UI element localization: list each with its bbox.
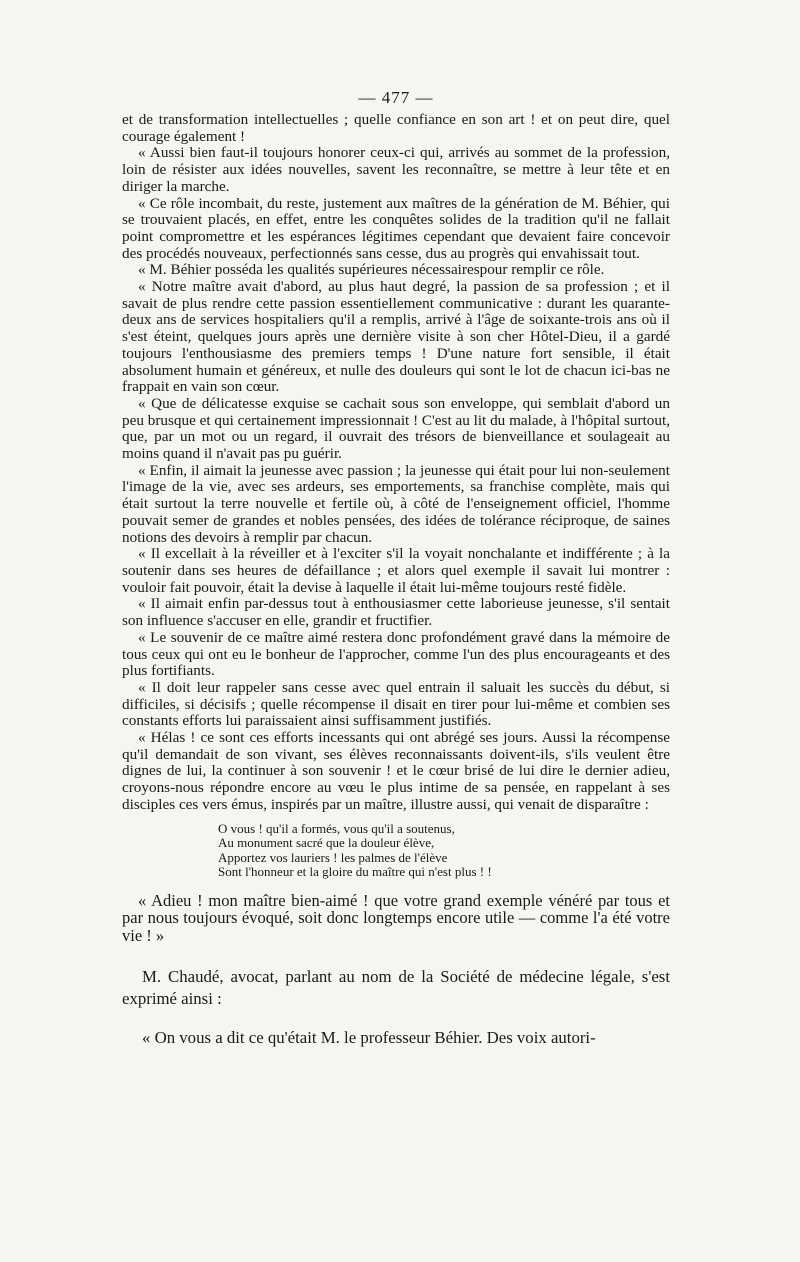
paragraph: « Enfin, il aimait la jeunesse avec passion ; la jeunesse qui était pour lui non-seulement l'image de la vie, avec ses ardeurs, ses emportements, sa franchise complète, mais qui était surtout la terre nouvelle et fertile où, à côté de l'enseignement officiel, l'homme pouvait semer de grandes et nobles pensées, des idées de tolérance réciproque, de saines notions des devoirs à remplir par chacun. [122,461,670,546]
paragraph: « Il excellait à la réveiller et à l'exciter s'il la voyait nonchalante et indifférente ; à la soutenir dans ses heures de défaillance ; et alors quel exemple il savait lui montrer : vouloir fait pouvoir, était la devise à laquelle il était lui-même toujours resté fidèle. [122,545,670,596]
paragraph: « M. Béhier posséda les qualités supérieures nécessairespour remplir ce rôle. [138,261,605,279]
paragraph: et de transformation intellectuelles ; quelle confiance en son art ! et on peut dire, quel courage également ! [122,111,670,145]
closing-paragraph: « Adieu ! mon maître bien-aimé ! que votre grand exemple vénéré par tous et par nous toujours évoqué, soit donc longtemps encore utile — comme l'a été votre vie ! » [122,890,670,945]
poem-line: Apportez vos lauriers ! les palmes de l'élève [218,849,448,865]
main-text [122,112,670,814]
paragraph: « Que de délicatesse exquise se cachait sous son enveloppe, qui semblait d'abord un peu brusque et qui certainement impressionnait ! C'est au lit du malade, à l'hôpital surtout, que, par un mot ou un regard, il ouvrait des trésors de bienveillance et soulageait au moins quand il n'avait pas pu guérir. [122,394,670,463]
speech-intro: M. Chaudé, avocat, parlant au nom de la Société de médecine légale, s'est exprimé ainsi : [122,967,670,1009]
paragraph: « Notre maître avait d'abord, au plus haut degré, la passion de sa profession ; et il savait de plus rendre cette passion essentiellement communicative : durant les quarante-deux ans de services hospitaliers qu'il a remplis, arrivé à l'âge de soixante-trois ans où il s'est éteint, quelques jours après une dernière visite à son cher Hôtel-Dieu, il a gardé toujours l'enthousiasme des premiers temps ! D'une nature fort sensible, il était absolument humain et généreux, et nulle des douleurs qui sont le lot de chacun ici-bas ne frappait en vain son cœur. [122,278,670,396]
speech-start: « On vous a dit ce qu'était M. le professeur Béhier. Des voix autori- [142,1027,596,1047]
poem-line: Au monument sacré que la douleur élève, [218,835,435,851]
poem-quote [218,822,670,880]
paragraph: « Hélas ! ce sont ces efforts incessants qui ont abrégé ses jours. Aussi la récompense qu'il demandait de son vivant, ses élèves reconnaissants doivent-ils, s'ils veulent être dignes de lui, la continuer à son souvenir ! et le cœur brisé de lui dire le dernier adieu, croyons-nous répondre encore au vœu le plus intime de sa pensée, en rappelant à ses disciples ces vers émus, inspirés par un maître, illustre aussi, qui venait de disparaître : [122,729,670,813]
page-body [122,88,670,1066]
poem-line: Sont l'honneur et la gloire du maître qui n'est plus ! ! [218,864,492,880]
paragraph: « Le souvenir de ce maître aimé restera donc profondément gravé dans la mémoire de tous ceux qui ont eu le bonheur de l'approcher, comme l'un des plus encourageants et des plus fortifiants. [122,628,670,680]
paragraph: « Ce rôle incombait, du reste, justement aux maîtres de la génération de M. Béhier, qui se trouvaient placés, en effet, entre les conquêtes solides de la tradition qu'il ne fallait point compromettre et les espérances légitimes cependant que devaient faire concevoir des procédés nouveaux, perfectionnés sans cesse, dus au progrès qui envahissait tout. [122,194,670,262]
page-number: — 477 — [358,88,434,107]
paragraph: « Il doit leur rappeler sans cesse avec quel entrain il saluait les succès du début, si difficiles, si décisifs ; quelle récompense il disait en tirer pour lui-même et combien ses constants efforts lui paraissaient ainsi suffisamment justifiés. [122,678,670,730]
poem-line: O vous ! qu'il a formés, vous qu'il a soutenus, [218,820,455,836]
paragraph: « Aussi bien faut-il toujours honorer ceux-ci qui, arrivés au sommet de la profession, loin de résister aux idées nouvelles, savent les reconnaître, se mettre à leur tête et en diriger la marche. [122,144,670,195]
paragraph: « Il aimait enfin par-dessus tout à enthousiasmer cette laborieuse jeunesse, s'il sentait son influence s'accuser en elle, grandir et fructifier. [122,595,670,630]
